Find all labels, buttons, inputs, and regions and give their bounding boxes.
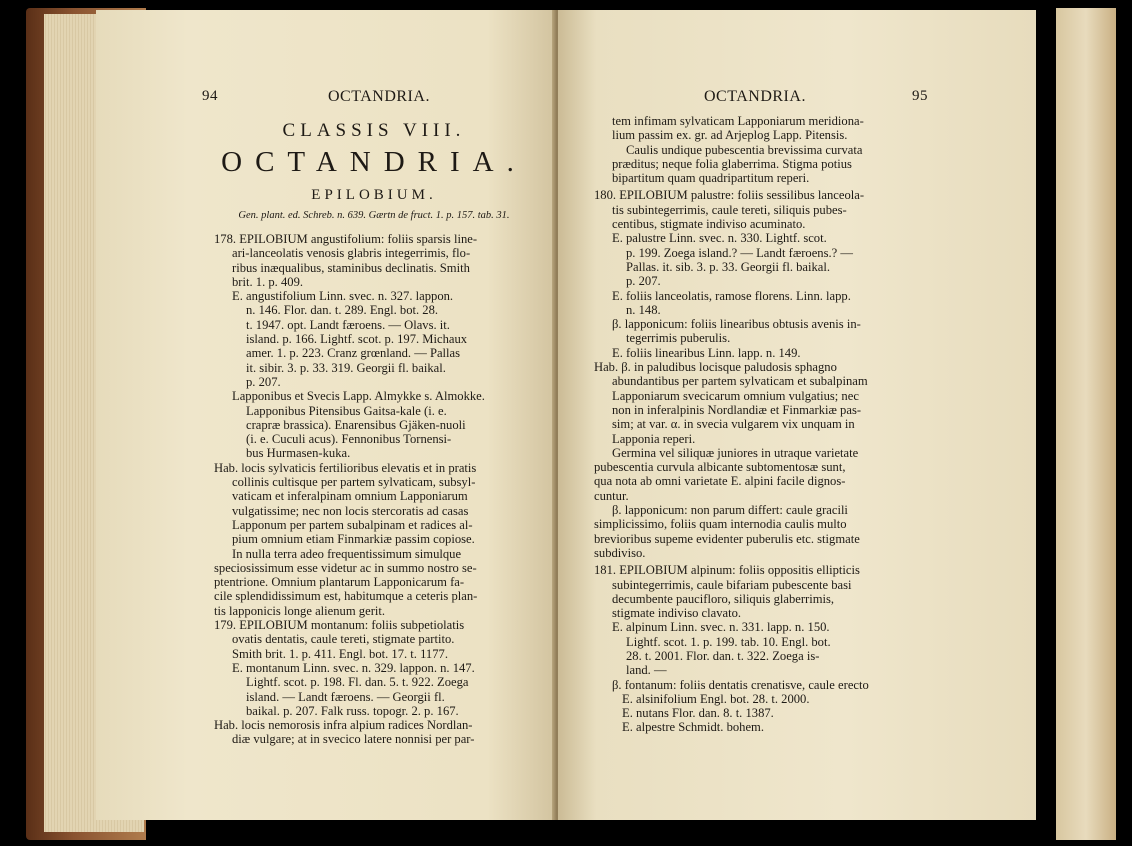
text-line: E. foliis linearibus Linn. lapp. n. 149.: [612, 345, 801, 360]
text-line: baikal. p. 207. Falk russ. topogr. 2. p. 167.: [246, 703, 459, 718]
text-line: (i. e. Cuculi acus). Fennonibus Tornensi-: [246, 432, 452, 447]
text-line: p. 207.: [626, 274, 661, 289]
text-line: vulgatissime; nec non locis stercoratis ad casas: [232, 503, 469, 518]
text-line: E. nutans Flor. dan. 8. t. 1387.: [622, 706, 774, 721]
text-line: 181. EPILOBIUM alpinum: foliis oppositis ellipticis: [594, 563, 860, 578]
text-line: subintegerrimis, caule bifariam pubescente basi: [612, 577, 852, 592]
text-line: E. alpinum Linn. svec. n. 331. lapp. n. 150.: [612, 620, 830, 635]
text-line: Lapponibus Pitensibus Gaitsa-kale (i. e.: [246, 403, 447, 418]
right-page: [558, 10, 1036, 820]
text-line: simplicissimo, foliis quam internodia caulis multo: [594, 517, 847, 532]
text-line: stigmate indiviso clavato.: [612, 606, 742, 621]
text-line: amer. 1. p. 223. Cranz grœnland. — Pallas: [246, 346, 461, 361]
text-line: p. 207.: [246, 374, 281, 389]
text-line: tis subintegerrimis, caule tereti, siliquis pubes-: [612, 202, 847, 217]
text-line: ptentrione. Omnium plantarum Lapponicarum fa-: [214, 575, 465, 590]
text-line: E. montanum Linn. svec. n. 329. lappon. n. 147.: [232, 660, 475, 675]
text-line: 28. t. 2001. Flor. dan. t. 322. Zoega is-: [626, 648, 820, 663]
text-line: β. lapponicum: non parum differt: caule gracili: [612, 503, 848, 518]
text-line: brevioribus supeme evidenter puberulis etc. stigmate: [594, 531, 860, 546]
genus-title: EPILOBIUM.: [311, 187, 437, 203]
text-line: island. p. 166. Lightf. scot. p. 197. Michaux: [246, 332, 468, 347]
text-line: E. alsinifolium Engl. bot. 28. t. 2000.: [622, 691, 810, 706]
text-line: decumbente paucifloro, siliquis glaberrimis,: [612, 591, 835, 606]
text-line: cuntur.: [594, 488, 629, 503]
text-line: E. palustre Linn. svec. n. 330. Lightf. scot.: [612, 231, 827, 246]
text-line: subdiviso.: [594, 545, 646, 560]
text-line: Lapponiarum svecicarum omnium vulgatius; nec: [612, 388, 859, 403]
right-running-head: OCTANDRIA.: [704, 88, 806, 105]
left-title-block: [204, 120, 544, 221]
text-line: ari-lanceolatis venosis glabris integerrimis, flo-: [232, 246, 471, 261]
text-line: tis lapponicis longe alienum gerit.: [214, 603, 386, 618]
left-page: [96, 10, 556, 820]
text-line: vaticam et inferalpinam omnium Lapponiarum: [232, 489, 468, 504]
text-line: non in inferalpinis Nordlandiæ et Finmarkiæ pas-: [612, 402, 862, 417]
text-line: abundantibus per partem sylvaticam et subalpinam: [612, 374, 868, 389]
order-title: OCTANDRIA.: [221, 146, 527, 178]
text-line: ribus inæqualibus, staminibus declinatis. Smith: [232, 260, 470, 275]
text-line: tegerrimis puberulis.: [626, 331, 731, 346]
text-line: n. 146. Flor. dan. t. 289. Engl. bot. 28.: [246, 303, 439, 318]
text-line: In nulla terra adeo frequentissimum simulque: [232, 546, 462, 561]
text-line: collinis cultisque per partem sylvaticam, subsyl-: [232, 475, 476, 490]
text-line: pium omnium etiam Finmarkiæ passim copiose.: [232, 532, 475, 547]
text-line: Hab. locis nemorosis infra alpium radices Nordlan-: [214, 718, 473, 733]
text-line: β. fontanum: foliis dentatis crenatisve, caule erecto: [612, 677, 869, 692]
text-line: Smith brit. 1. p. 411. Engl. bot. 17. t. 1177.: [232, 646, 448, 661]
text-line: 178. EPILOBIUM angustifolium: foliis sparsis line-: [214, 232, 478, 246]
text-line: tem infimam sylvaticam Lapponiarum meridiona-: [612, 114, 864, 128]
text-line: Germina vel siliquæ juniores in utraque varietate: [612, 445, 859, 460]
text-line: ovatis dentatis, caule tereti, stigmate partito.: [232, 632, 455, 647]
text-line: island. — Landt færoens. — Georgii fl.: [246, 689, 445, 704]
text-line: β. lapponicum: foliis linearibus obtusis avenis in-: [612, 317, 861, 332]
genus-reference: Gen. plant. ed. Schreb. n. 639. Gærtn de fruct. 1. p. 157. tab. 31.: [238, 210, 510, 221]
text-line: E. alpestre Schmidt. bohem.: [622, 720, 764, 735]
text-line: sim; at var. α. in svecia vulgarem vix unquam in: [612, 417, 855, 432]
text-line: lium passim ex. gr. ad Arjeplog Lapp. Pitensis.: [612, 128, 848, 143]
text-line: speciosissimum esse videtur ac in summo nostro se-: [214, 560, 477, 575]
text-line: cile splendidissimum est, habitumque a ceteris plan-: [214, 589, 478, 604]
text-line: 180. EPILOBIUM palustre: foliis sessilibus lanceola-: [594, 188, 865, 203]
left-body-text: [214, 232, 554, 747]
text-line: Lightf. scot. 1. p. 199. tab. 10. Engl. bot.: [626, 634, 831, 649]
text-line: n. 148.: [626, 302, 661, 317]
left-page-number: 94: [202, 88, 218, 104]
text-line: 179. EPILOBIUM montanum: foliis subpetiolatis: [214, 618, 465, 633]
text-line: bipartitum quam quadripartitum reperi.: [612, 171, 810, 186]
text-line: E. angustifolium Linn. svec. n. 327. lappon.: [232, 289, 454, 304]
text-line: qua nota ab omni varietate E. alpini facile dignos-: [594, 474, 846, 489]
text-line: brit. 1. p. 409.: [232, 274, 304, 289]
text-line: Lapponia reperi.: [612, 431, 696, 446]
class-title: CLASSIS VIII.: [282, 120, 466, 141]
text-line: E. foliis lanceolatis, ramose florens. Linn. lapp.: [612, 288, 851, 303]
text-line: p. 199. Zoega island.? — Landt færoens.? —: [626, 245, 853, 260]
text-line: Hab. β. in paludibus locisque paludosis sphagno: [594, 360, 837, 375]
text-line: land. —: [626, 663, 667, 678]
left-running-head: OCTANDRIA.: [328, 88, 430, 105]
text-line: diæ vulgare; at in svecico latere nonnisi per par-: [232, 732, 475, 747]
text-line: pubescentia curvula albicante subtomentosæ sunt,: [594, 460, 846, 475]
text-line: Lapponibus et Svecis Lapp. Almykke s. Almokke.: [232, 389, 485, 404]
text-line: centibus, stigmate indiviso acuminato.: [612, 217, 806, 232]
text-line: it. sibir. 3. p. 33. 319. Georgii fl. baikal.: [246, 360, 446, 375]
text-line: t. 1947. opt. Landt færoens. — Olavs. it.: [246, 317, 450, 332]
right-page-number: 95: [912, 88, 928, 104]
text-line: Lapponum per partem subalpinam et radices al-: [232, 517, 473, 532]
text-line: bus Hurmasen-kuka.: [246, 446, 351, 461]
right-body-text: [594, 114, 964, 735]
text-line: crapræ brassica). Enarensibus Gjäken-nuoli: [246, 417, 466, 432]
text-line: Lightf. scot. p. 198. Fl. dan. 5. t. 922. Zoega: [246, 675, 469, 690]
text-line: Pallas. it. sib. 3. p. 33. Georgii fl. baikal.: [626, 259, 831, 274]
text-line: Caulis undique pubescentia brevissima curvata: [626, 142, 863, 157]
book-edge-right: [1056, 8, 1116, 840]
text-line: Hab. locis sylvaticis fertilioribus elevatis et in pratis: [214, 460, 477, 475]
text-line: præditus; neque folia glaberrima. Stigma potius: [612, 156, 852, 171]
